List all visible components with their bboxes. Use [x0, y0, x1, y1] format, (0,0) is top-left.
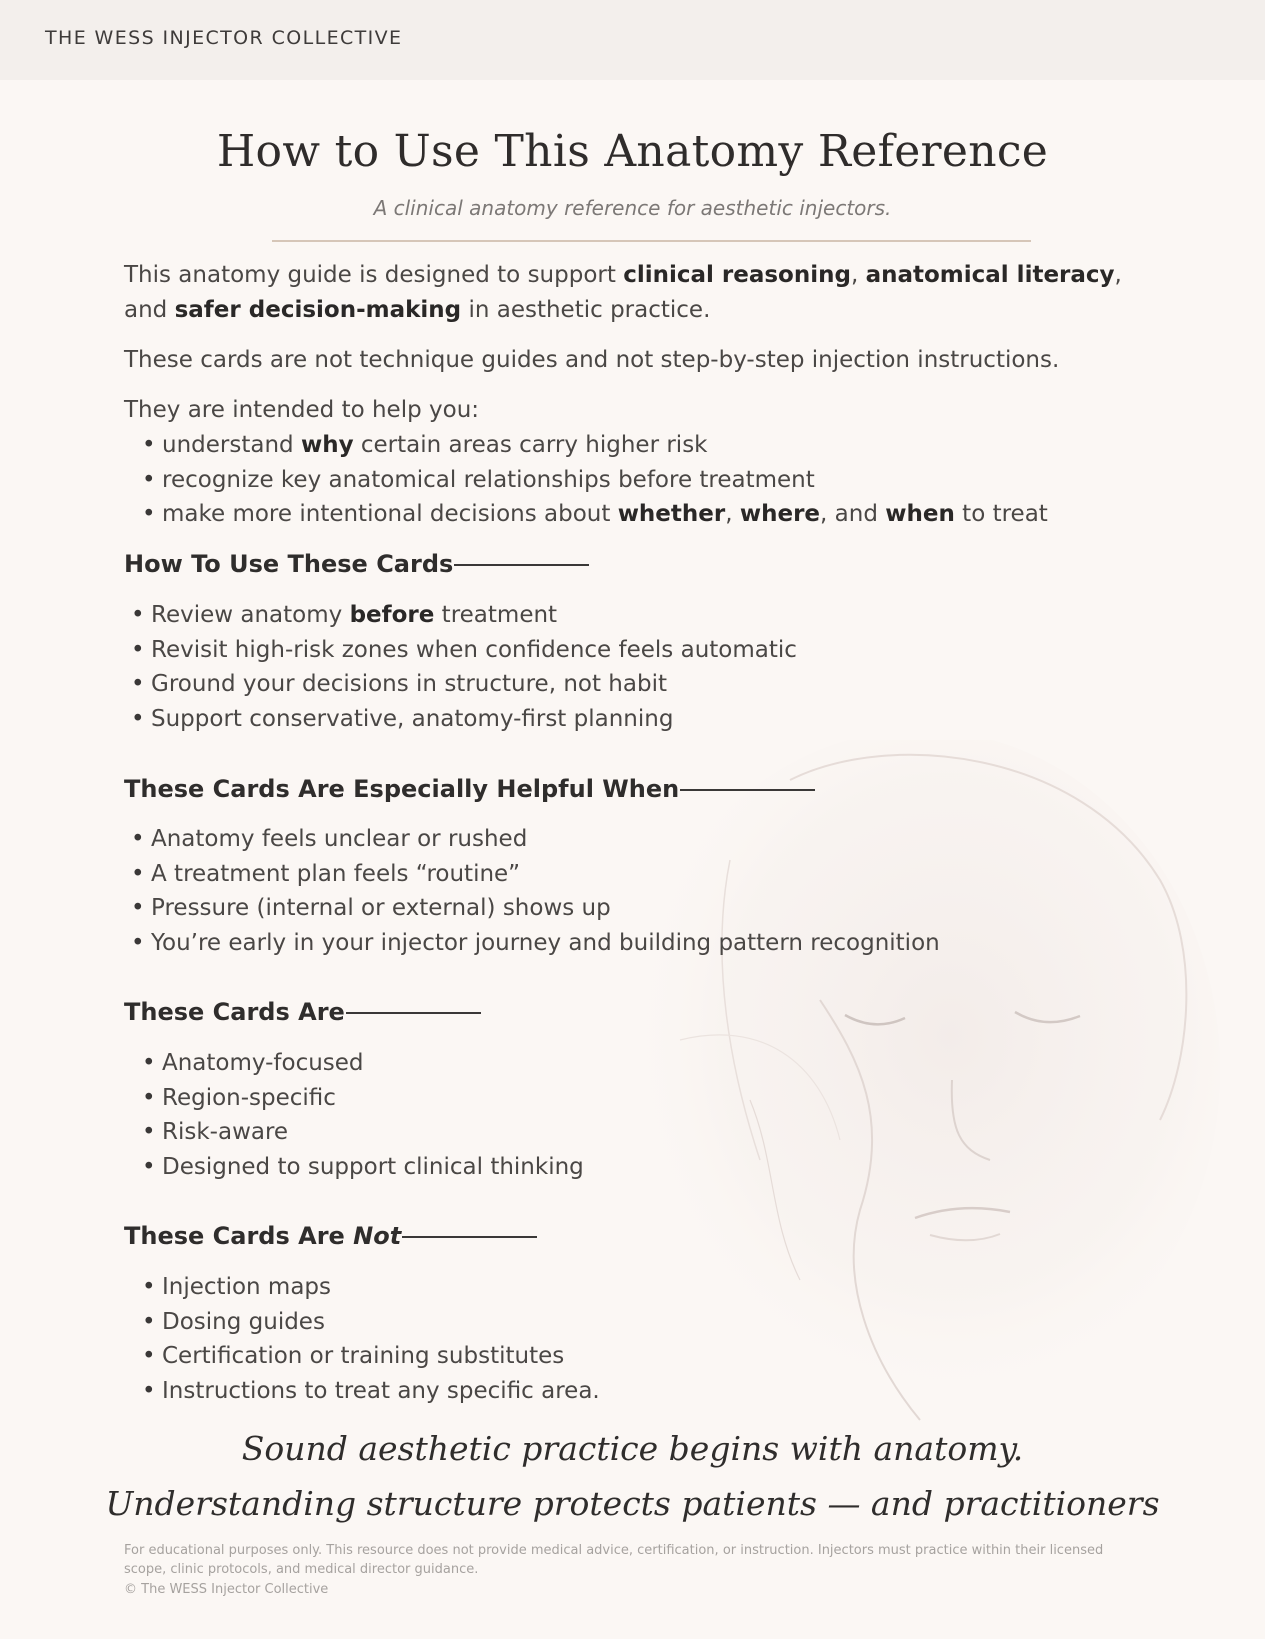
list-item: • Certification or training substitutes [142, 1339, 600, 1374]
list-item: • Ground your decisions in structure, not habit [131, 667, 797, 702]
disclaimer-paragraph: These cards are not technique guides and not step-by-step injection instructions. [124, 347, 1060, 373]
intent-lead: They are intended to help you: [124, 397, 480, 423]
intro-paragraph: This anatomy guide is designed to support clinical reasoning, anatomical literacy, and safer decision-making in aesthetic practice. [124, 262, 1122, 323]
list-item: • Pressure (internal or external) shows up [131, 891, 940, 926]
page-title: How to Use This Anatomy Reference [216, 126, 1049, 177]
footer-disclaimer: For educational purposes only. This resource does not provide medical advice, certification, or instruction. Injectors must practice within their licensed scope, clinic protocols, and medical director guidance. [124, 1543, 1104, 1577]
section-heading-how: How To Use These Cards [124, 550, 589, 578]
not-list [142, 1270, 600, 1408]
closing-quote-line-2: Understanding structure protects patients — and practitioners [105, 1484, 1160, 1523]
are-list [142, 1046, 584, 1184]
section-heading-not: These Cards Are Not [124, 1222, 537, 1250]
list-item: • Anatomy feels unclear or rushed [131, 822, 940, 857]
closing-quote-line-1: Sound aesthetic practice begins with anatomy. [241, 1429, 1024, 1468]
list-item: • make more intentional decisions about whether, where, and when to treat [142, 497, 1048, 532]
title-divider [272, 240, 1031, 242]
brand-name: THE WESS INJECTOR COLLECTIVE [45, 27, 403, 49]
intent-list [142, 428, 1048, 532]
list-item: • Review anatomy before treatment [131, 598, 797, 633]
list-item: • understand why certain areas carry higher risk [142, 428, 1048, 463]
list-item: • Dosing guides [142, 1305, 600, 1340]
list-item: • recognize key anatomical relationships before treatment [142, 463, 1048, 498]
section-heading-helpful: These Cards Are Especially Helpful When [124, 775, 815, 803]
list-item: • Support conservative, anatomy-first planning [131, 702, 797, 737]
footer-copyright: © The WESS Injector Collective [124, 1582, 329, 1597]
list-item: • Revisit high-risk zones when confidence feels automatic [131, 633, 797, 668]
section-heading-are: These Cards Are [124, 998, 481, 1026]
list-item: • Instructions to treat any specific area. [142, 1374, 600, 1409]
list-item: • A treatment plan feels “routine” [131, 857, 940, 892]
helpful-list [131, 822, 940, 960]
list-item: • Risk-aware [142, 1115, 584, 1150]
list-item: • Injection maps [142, 1270, 600, 1305]
list-item: • You’re early in your injector journey and building pattern recognition [131, 926, 940, 961]
page-subtitle: A clinical anatomy reference for aesthetic injectors. [373, 196, 892, 220]
list-item: • Designed to support clinical thinking [142, 1150, 584, 1185]
list-item: • Region-specific [142, 1081, 584, 1116]
header-bar [0, 0, 1265, 80]
how-list [131, 598, 797, 736]
list-item: • Anatomy-focused [142, 1046, 584, 1081]
